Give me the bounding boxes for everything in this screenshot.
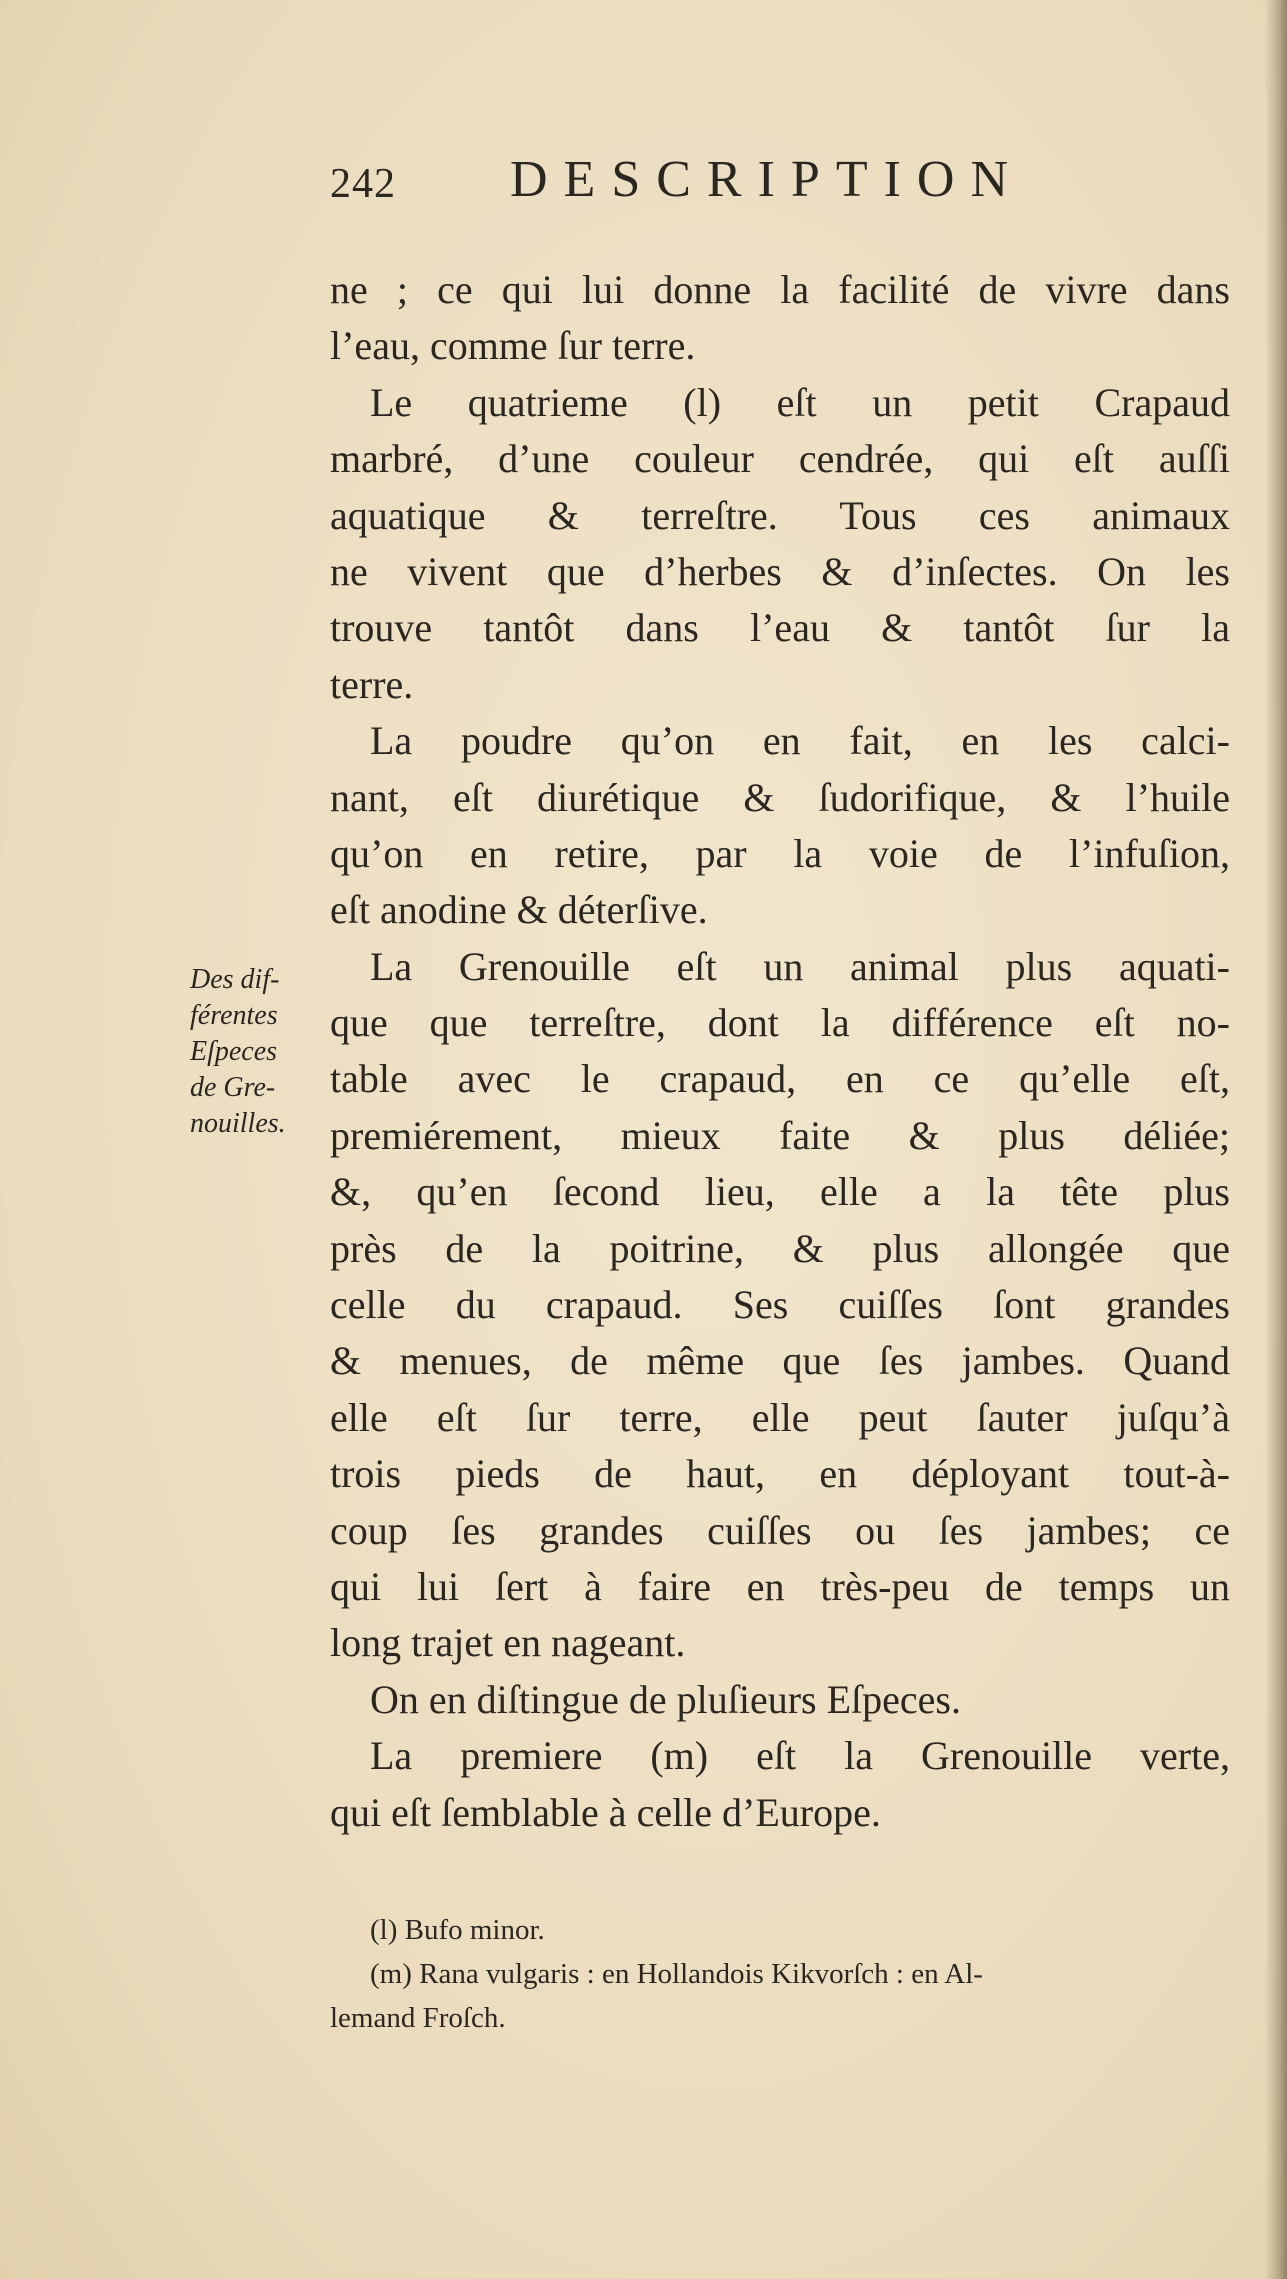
text-line: près de la poitrine, & plus allongée que xyxy=(330,1225,1230,1271)
text-line: eſt anodine & déterſive. xyxy=(330,887,708,933)
text-line: elle eſt ſur terre, elle peut ſauter juſqu’à xyxy=(330,1394,1230,1440)
footnote: (l) Bufo minor. xyxy=(370,1914,545,1946)
text-line: aquatique & terreſtre. Tous ces animaux xyxy=(330,492,1230,538)
margin-note-line: Des dif- xyxy=(190,964,280,995)
text-line: ne vivent que d’herbes & d’inſectes. On les xyxy=(330,548,1230,594)
text-line: long trajet en nageant. xyxy=(330,1620,686,1666)
text-line: qu’on en retire, par la voie de l’infuſion, xyxy=(330,830,1230,876)
text-line: La premiere (m) eſt la Grenouille verte, xyxy=(370,1733,1230,1779)
text-line: que que terreſtre, dont la différence eſt no- xyxy=(330,1000,1230,1046)
text-line: nant, eſt diurétique & ſudorifique, & l’huile xyxy=(330,774,1230,820)
text-line: l’eau, comme ſur terre. xyxy=(330,323,696,369)
footnote-continuation: lemand Froſch. xyxy=(330,2002,506,2034)
text-line: La Grenouille eſt un animal plus aquati- xyxy=(370,943,1230,989)
margin-note xyxy=(190,962,340,1142)
text-line: terre. xyxy=(330,661,414,707)
text-line: celle du crapaud. Ses cuiſſes ſont grandes xyxy=(330,1282,1230,1328)
text-line: Le quatrieme (l) eſt un petit Crapaud xyxy=(370,379,1230,425)
text-line: trois pieds de haut, en déployant tout-à- xyxy=(330,1451,1230,1497)
text-line: On en diſtingue de pluſieurs Eſpeces. xyxy=(370,1676,961,1722)
page-header xyxy=(330,150,1130,220)
page-number: 242 xyxy=(330,161,396,207)
text-line: coup ſes grandes cuiſſes ou ſes jambes; ce xyxy=(330,1507,1230,1553)
margin-note-line: férentes xyxy=(190,1000,278,1031)
page-edge-shadow xyxy=(1265,0,1287,2279)
margin-note-line: nouilles. xyxy=(190,1108,286,1139)
running-head: DESCRIPTION xyxy=(510,151,1025,208)
text-line: ne ; ce qui lui donne la facilité de vivre dans xyxy=(330,267,1230,312)
text-line: marbré, d’une couleur cendrée, qui eſt auſſi xyxy=(330,436,1230,482)
text-line: & menues, de même que ſes jambes. Quand xyxy=(330,1338,1230,1384)
body-text xyxy=(330,262,1230,1841)
text-line: qui lui ſert à faire en très-peu de temps un xyxy=(330,1563,1230,1609)
text-line: premiérement, mieux faite & plus déliée; xyxy=(330,1112,1230,1158)
margin-note-line: de Gre- xyxy=(190,1072,276,1103)
footnote: (m) Rana vulgaris : en Hollandois Kikvorſch : en Al- xyxy=(370,1958,983,1990)
text-line: trouve tantôt dans l’eau & tantôt ſur la xyxy=(330,605,1230,651)
text-line: La poudre qu’on en fait, en les calci- xyxy=(370,718,1230,764)
text-line: &, qu’en ſecond lieu, elle a la tête plus xyxy=(330,1169,1230,1215)
margin-note-line: Eſpeces xyxy=(190,1036,278,1067)
text-line: qui eſt ſemblable à celle d’Europe. xyxy=(330,1789,881,1835)
text-line: table avec le crapaud, en ce qu’elle eſt, xyxy=(330,1056,1230,1102)
footnotes xyxy=(330,1908,1230,2040)
